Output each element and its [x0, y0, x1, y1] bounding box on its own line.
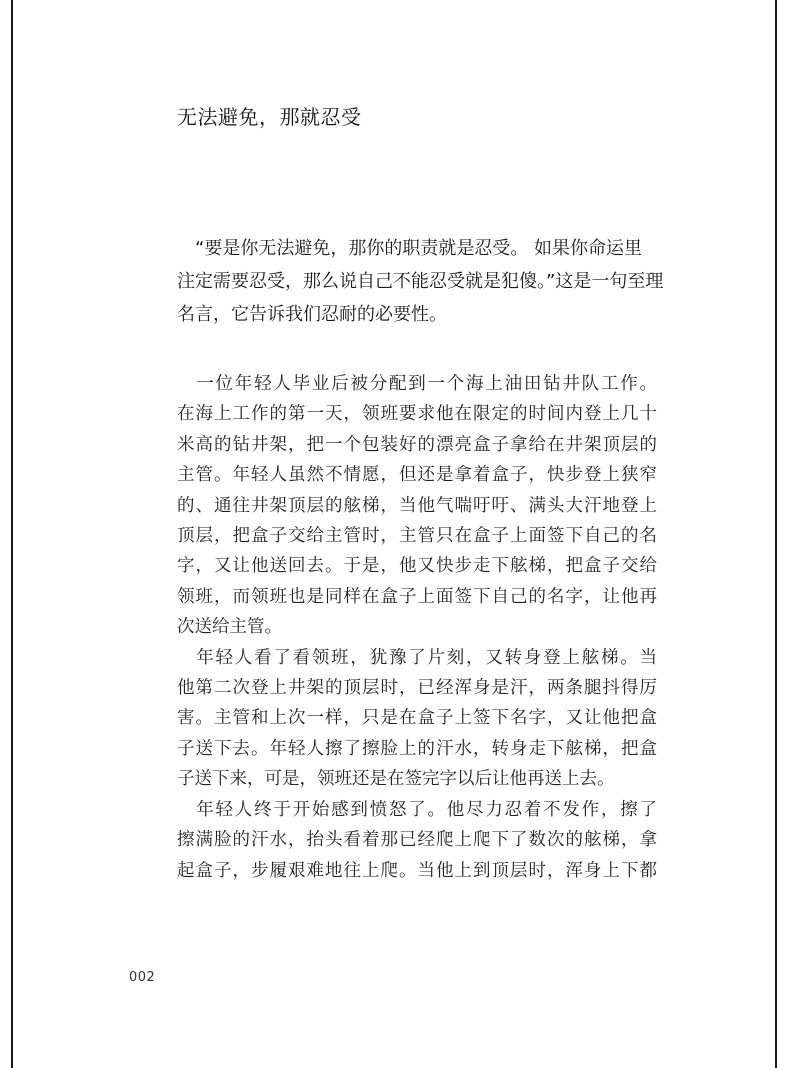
- body-line: 年轻人终于开始感到愤怒了。他尽力忍着不发作，擦了: [177, 799, 657, 820]
- body-line: 主管。年轻人虽然不情愿，但还是拿着盒子，快步登上狭窄: [177, 465, 657, 486]
- page-number: 002: [129, 970, 156, 985]
- chapter-title: 无法避免，那就忍受: [177, 105, 362, 129]
- quote-line: 注定需要忍受，那么说自己不能忍受就是犯傻。”这是一句至理: [177, 271, 664, 292]
- body-line: 顶层，把盒子交给主管时，主管只在盒子上面签下自己的名: [177, 526, 657, 547]
- body-line: 子送下来，可是，领班还是在签完字以后让他再送上去。: [177, 769, 615, 790]
- body-line: 擦满脸的汗水，抬头看着那已经爬上爬下了数次的舷梯，拿: [177, 830, 657, 851]
- quote-line: 名言，它告诉我们忍耐的必要性。: [177, 304, 447, 325]
- body-line: 字，又让他送回去。于是，他又快步走下舷梯，把盒子交给: [177, 556, 657, 577]
- quote-line: “要是你无法避免，那你的职责就是忍受。 如果你命运里: [177, 238, 643, 259]
- body-line: 年轻人看了看领班，犹豫了片刻，又转身登上舷梯。当: [177, 647, 657, 668]
- body-line: 的、通往井架顶层的舷梯，当他气喘吁吁、满头大汗地登上: [177, 495, 657, 516]
- body-line: 他第二次登上井架的顶层时，已经浑身是汗，两条腿抖得厉: [177, 678, 657, 699]
- body-line: 在海上工作的第一天，领班要求他在限定的时间内登上几十: [177, 404, 657, 425]
- body-line: 米高的钻井架，把一个包装好的漂亮盒子拿给在井架顶层的: [177, 434, 657, 455]
- body-line: 一位年轻人毕业后被分配到一个海上油田钻井队工作。: [177, 374, 657, 394]
- quote-paragraph: [177, 232, 664, 331]
- body-line: 起盒子，步履艰难地往上爬。当他上到顶层时，浑身上下都: [177, 860, 657, 881]
- body-line: 领班，而领班也是同样在盒子上面签下自己的名字，让他再: [177, 586, 657, 607]
- book-page: [11, 0, 777, 1068]
- body-line: 害。主管和上次一样，只是在盒子上签下名字，又让他把盒: [177, 708, 657, 729]
- story-body: [177, 369, 657, 886]
- body-line: 子送下去。年轻人擦了擦脸上的汗水，转身走下舷梯，把盒: [177, 738, 657, 759]
- body-line: 次送给主管。: [177, 617, 282, 638]
